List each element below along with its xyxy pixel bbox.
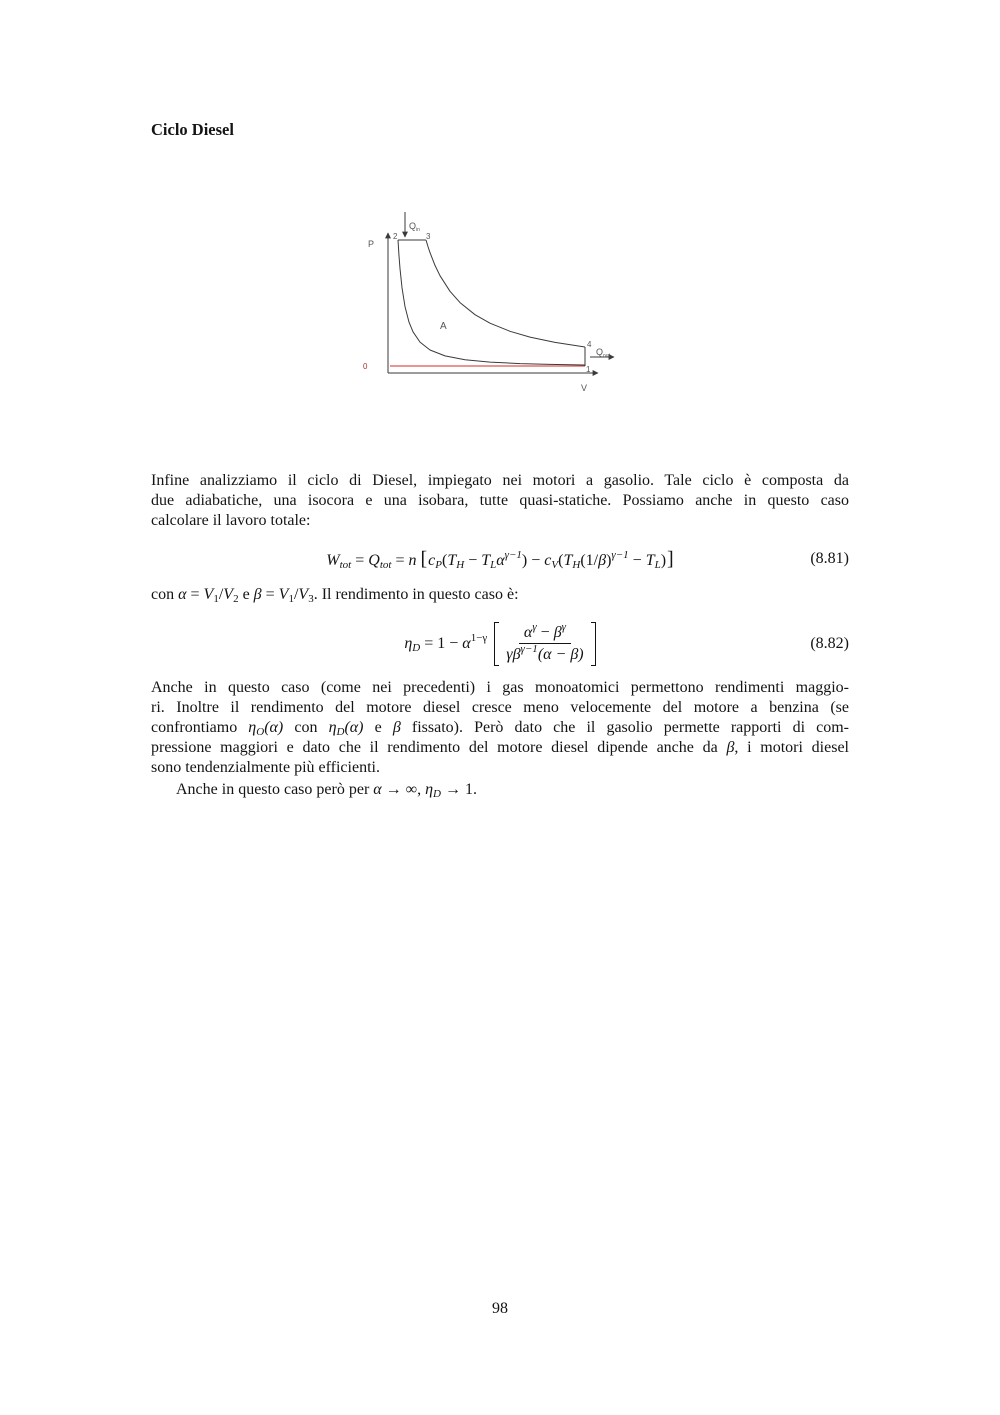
fraction-numerator	[519, 623, 571, 644]
math-operator: −	[464, 552, 482, 569]
math-symbol: (α)	[344, 719, 364, 736]
subscript: 1	[288, 593, 294, 605]
math-operator: /	[218, 586, 224, 603]
math-symbol: (α)	[264, 719, 284, 736]
heat-out-symbol: Q	[596, 347, 604, 357]
text-run: e	[238, 586, 254, 603]
diesel-cycle-diagram	[340, 200, 640, 400]
heat-in-label	[409, 221, 420, 233]
subscript: L	[490, 559, 497, 571]
heat-in-symbol: Q	[409, 221, 417, 231]
open-bracket: [	[420, 548, 428, 570]
work-area-label: A	[440, 321, 447, 332]
math-symbol: (α − β)	[537, 646, 584, 663]
math-symbol: c	[428, 552, 436, 569]
equation-body	[326, 548, 674, 571]
paragraph-line	[151, 780, 849, 800]
subscript: 2	[233, 593, 239, 605]
math-symbol: α	[462, 635, 471, 652]
equation-number: (8.82)	[810, 635, 849, 652]
heat-out-subscript: out	[603, 353, 610, 359]
superscript: 1−γ	[470, 632, 488, 644]
math-symbol: η	[404, 635, 413, 652]
paragraph-line	[151, 738, 849, 758]
paragraph-line: ri. Inoltre il rendimento del motore diesel cresce meno velocemente del motore a benzina (se	[151, 699, 849, 716]
math-symbol: c	[544, 552, 552, 569]
math-paren: )	[521, 552, 528, 569]
subscript: P	[435, 559, 442, 571]
math-symbol: V	[203, 586, 214, 603]
subscript: D	[336, 726, 345, 738]
math-paren: )	[606, 552, 612, 569]
point-2-label: 2	[393, 232, 398, 241]
math-symbol: T	[563, 552, 573, 569]
close-bracket	[591, 622, 596, 666]
superscript: γ	[532, 621, 537, 633]
paragraph-1	[151, 471, 849, 531]
paragraph-line: sono tendenzialmente più efficienti.	[151, 759, 380, 776]
equation-lhs	[404, 634, 487, 654]
math-symbol: n	[408, 552, 417, 569]
math-symbol: V	[298, 586, 309, 603]
fraction	[501, 623, 588, 665]
p-axis-label: P	[368, 239, 375, 249]
math-operator: −	[536, 624, 554, 641]
math-operator: =	[391, 552, 409, 569]
point-3-label: 3	[426, 232, 431, 241]
math-paren: (	[442, 552, 448, 569]
subscript: V	[551, 559, 559, 571]
text-run: fissato). Però dato che il gasolio permette rapporti di com-	[400, 719, 850, 736]
math-symbol: T	[481, 552, 491, 569]
point-0-label: 0	[363, 362, 368, 371]
math-paren: )	[660, 552, 667, 569]
math-symbol: η	[328, 719, 337, 736]
text-run: → 1.	[440, 781, 477, 798]
equation-8-82	[151, 620, 849, 668]
subscript: O	[256, 726, 265, 738]
subscript: tot	[339, 559, 352, 571]
math-symbol: β	[726, 739, 735, 756]
math-operator: −	[527, 552, 545, 569]
subscript: L	[654, 559, 661, 571]
text-run: pressione maggiori e dato che il rendimento del motore diesel dipende anche da	[151, 739, 727, 756]
section-title: Ciclo Diesel	[151, 120, 234, 139]
paragraph-line: calcolare il lavoro totale:	[151, 512, 311, 529]
math-symbol: β	[253, 586, 262, 603]
subscript: H	[456, 559, 465, 571]
heat-in-subscript: in	[416, 227, 420, 233]
math-operator: = 1 −	[420, 635, 463, 652]
math-symbol: β	[598, 552, 607, 569]
math-operator: −	[628, 552, 646, 569]
text-run: . Il rendimento in questo caso è:	[313, 586, 519, 603]
paragraph-line: due adiabatiche, una isocora e una isobara, tutte quasi-statiche. Possiamo anche in questo caso	[151, 492, 849, 509]
subscript: 1	[213, 593, 219, 605]
text-run: confrontiamo	[151, 719, 249, 736]
math-paren: (	[558, 552, 564, 569]
math-symbol: W	[326, 552, 340, 569]
math-operator: =	[261, 586, 279, 603]
expansion-adiabatic-3-4	[426, 240, 585, 347]
superscript: γ−1	[611, 549, 629, 561]
math-symbol: α	[178, 586, 187, 603]
math-symbol: η	[425, 781, 434, 798]
math-symbol: γβ	[506, 646, 521, 663]
text-run: → ∞,	[381, 781, 426, 798]
compression-adiabatic-1-2	[398, 240, 585, 365]
math-symbol: η	[248, 719, 257, 736]
text-run: con	[283, 719, 329, 736]
subscript: D	[412, 642, 421, 654]
subscript: 3	[308, 593, 314, 605]
math-symbol: V	[223, 586, 234, 603]
text-run: e	[363, 719, 393, 736]
point-4-label: 4	[587, 340, 592, 349]
fraction-denominator	[501, 644, 588, 665]
page-number: 98	[492, 1300, 508, 1317]
math-symbol: α	[373, 781, 382, 798]
math-operator: =	[186, 586, 204, 603]
paragraph-line: Infine analizziamo il ciclo di Diesel, impiegato nei motori a gasolio. Tale ciclo è composta da	[151, 472, 849, 489]
superscript: γ−1	[520, 643, 538, 655]
closing-line	[151, 780, 849, 800]
math-symbol: Q	[368, 552, 380, 569]
point-1-label: 1	[586, 365, 591, 374]
math-paren: (1/	[580, 552, 599, 569]
close-bracket: ]	[667, 548, 674, 570]
math-symbol: V	[278, 586, 289, 603]
math-symbol: β	[392, 719, 401, 736]
math-symbol: T	[447, 552, 457, 569]
math-operator: /	[293, 586, 299, 603]
open-bracket	[494, 622, 499, 666]
subscript: D	[433, 788, 441, 800]
math-operator: =	[351, 552, 369, 569]
paragraph-line: Anche in questo caso (come nei precedenti) i gas monoatomici permettono rendimenti maggio-	[151, 679, 849, 696]
paragraph-line	[151, 585, 849, 605]
paragraph-2	[151, 678, 849, 778]
text-run: Anche in questo caso però per	[176, 781, 374, 798]
equation-number: (8.81)	[810, 550, 849, 567]
paragraph-line	[151, 718, 849, 738]
equation-body	[151, 620, 849, 668]
v-axis-label: V	[581, 383, 588, 393]
math-symbol: β	[553, 624, 562, 641]
superscript: γ	[561, 621, 566, 633]
text-run: , i motori diesel	[734, 739, 850, 756]
text-run: con	[151, 586, 179, 603]
definition-line	[151, 585, 849, 605]
math-symbol: α	[523, 624, 533, 641]
math-symbol: α	[496, 552, 505, 569]
superscript: γ−1	[504, 549, 522, 561]
subscript: tot	[379, 559, 392, 571]
subscript: H	[572, 559, 581, 571]
equation-8-81	[151, 547, 849, 571]
math-symbol: T	[645, 552, 655, 569]
